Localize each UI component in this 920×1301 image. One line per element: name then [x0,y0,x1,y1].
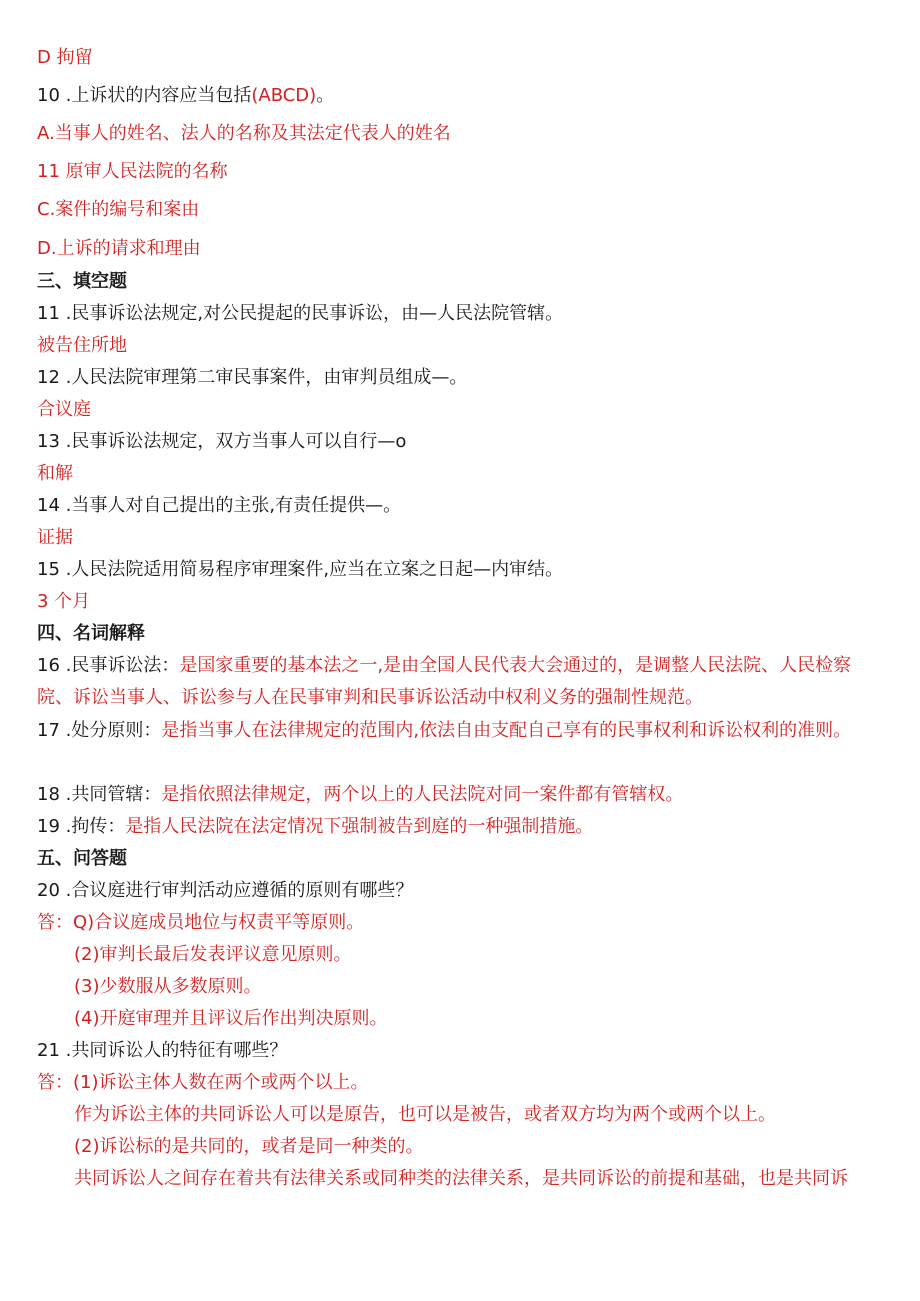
definition-18: 是指依照法律规定，两个以上的人民法院对同一案件都有管辖权。 [161,784,684,805]
answer-14: 证据 [37,527,73,548]
answer-12: 合议庭 [37,399,91,420]
question-13: 13 .民事诉讼法规定，双方当事人可以自行—o [37,431,407,452]
question-14: 14 .当事人对自己提出的主张,有责任提供—。 [37,495,402,516]
question-15: 15 .人民法院适用简易程序审理案件,应当在立案之日起—内审结。 [37,559,564,580]
question-18 [37,783,683,807]
definition-17: 是指当事人在法律规定的范围内,依法自由支配自己享有的民事权利和诉讼权利的准则。 [161,720,852,741]
question-20: 20 .合议庭进行审判活动应遵循的原则有哪些？ [37,880,414,901]
question-10-text: 10 .上诉状的内容应当包括 [37,85,252,106]
term-19: 19 .拘传： [37,816,126,837]
definition-19: 是指人民法院在法定情况下强制被告到庭的一种强制措施。 [125,816,594,837]
section-heading-terms: 四、名词解释 [37,623,145,644]
option-d-detention: D 拘留 [37,47,93,68]
term-17: 17 .处分原则： [37,720,162,741]
question-10 [37,84,334,108]
question-21: 21 .共同诉讼人的特征有哪些？ [37,1040,288,1061]
question-12: 12 .人民法院审理第二审民事案件，由审判员组成—。 [37,367,468,388]
option-a: A.当事人的姓名、法人的名称及其法定代表人的姓名 [37,123,451,144]
option-d: D.上诉的请求和理由 [37,238,201,259]
option-b: 11 原审人民法院的名称 [37,161,228,182]
answer-11: 被告住所地 [37,335,127,356]
answer-13: 和解 [37,463,73,484]
answer-21-line-4: 共同诉讼人之间存在着共有法律关系或同种类的法律关系，是共同诉讼的前提和基础，也是共同诉 [74,1168,848,1189]
section-heading-qa: 五、问答题 [37,848,127,869]
term-16: 16 .民事诉讼法： [37,655,180,676]
term-18: 18 .共同管辖： [37,784,162,805]
answer-20-line-1: 答：Q)合议庭成员地位与权责平等原则。 [37,912,365,933]
answer-20-line-3: (3)少数服从多数原则。 [74,976,262,997]
question-11: 11 .民事诉讼法规定,对公民提起的民事诉讼，由—人民法院管辖。 [37,303,564,324]
question-10-answer: (ABCD) [251,85,317,106]
answer-15: 3 个月 [37,591,91,612]
answer-21-line-2: 作为诉讼主体的共同诉讼人可以是原告，也可以是被告，或者双方均为两个或两个以上。 [74,1104,776,1125]
answer-21-line-3: (2)诉讼标的是共同的，或者是同一种类的。 [74,1136,424,1157]
option-c: C.案件的编号和案由 [37,199,200,220]
question-19 [37,815,593,839]
section-heading-fill-blank: 三、填空题 [37,271,127,292]
answer-20-line-4: (4)开庭审理并且评议后作出判决原则。 [74,1008,388,1029]
answer-21-line-1: 答：(1)诉讼主体人数在两个或两个以上。 [37,1072,369,1093]
definition-16: 是国家重要的基本法之一,是由全国人民代表大会通过的，是调整人民法院、人民检察院、诉讼当事人、诉讼参与人在民事审判和民事诉讼活动中权利义务的强制性规范。 [37,655,852,708]
question-16 [37,650,883,714]
answer-20-line-2: (2)审判长最后发表评议意见原则。 [74,944,352,965]
question-10-end: 。 [316,85,335,106]
question-17 [37,715,883,747]
